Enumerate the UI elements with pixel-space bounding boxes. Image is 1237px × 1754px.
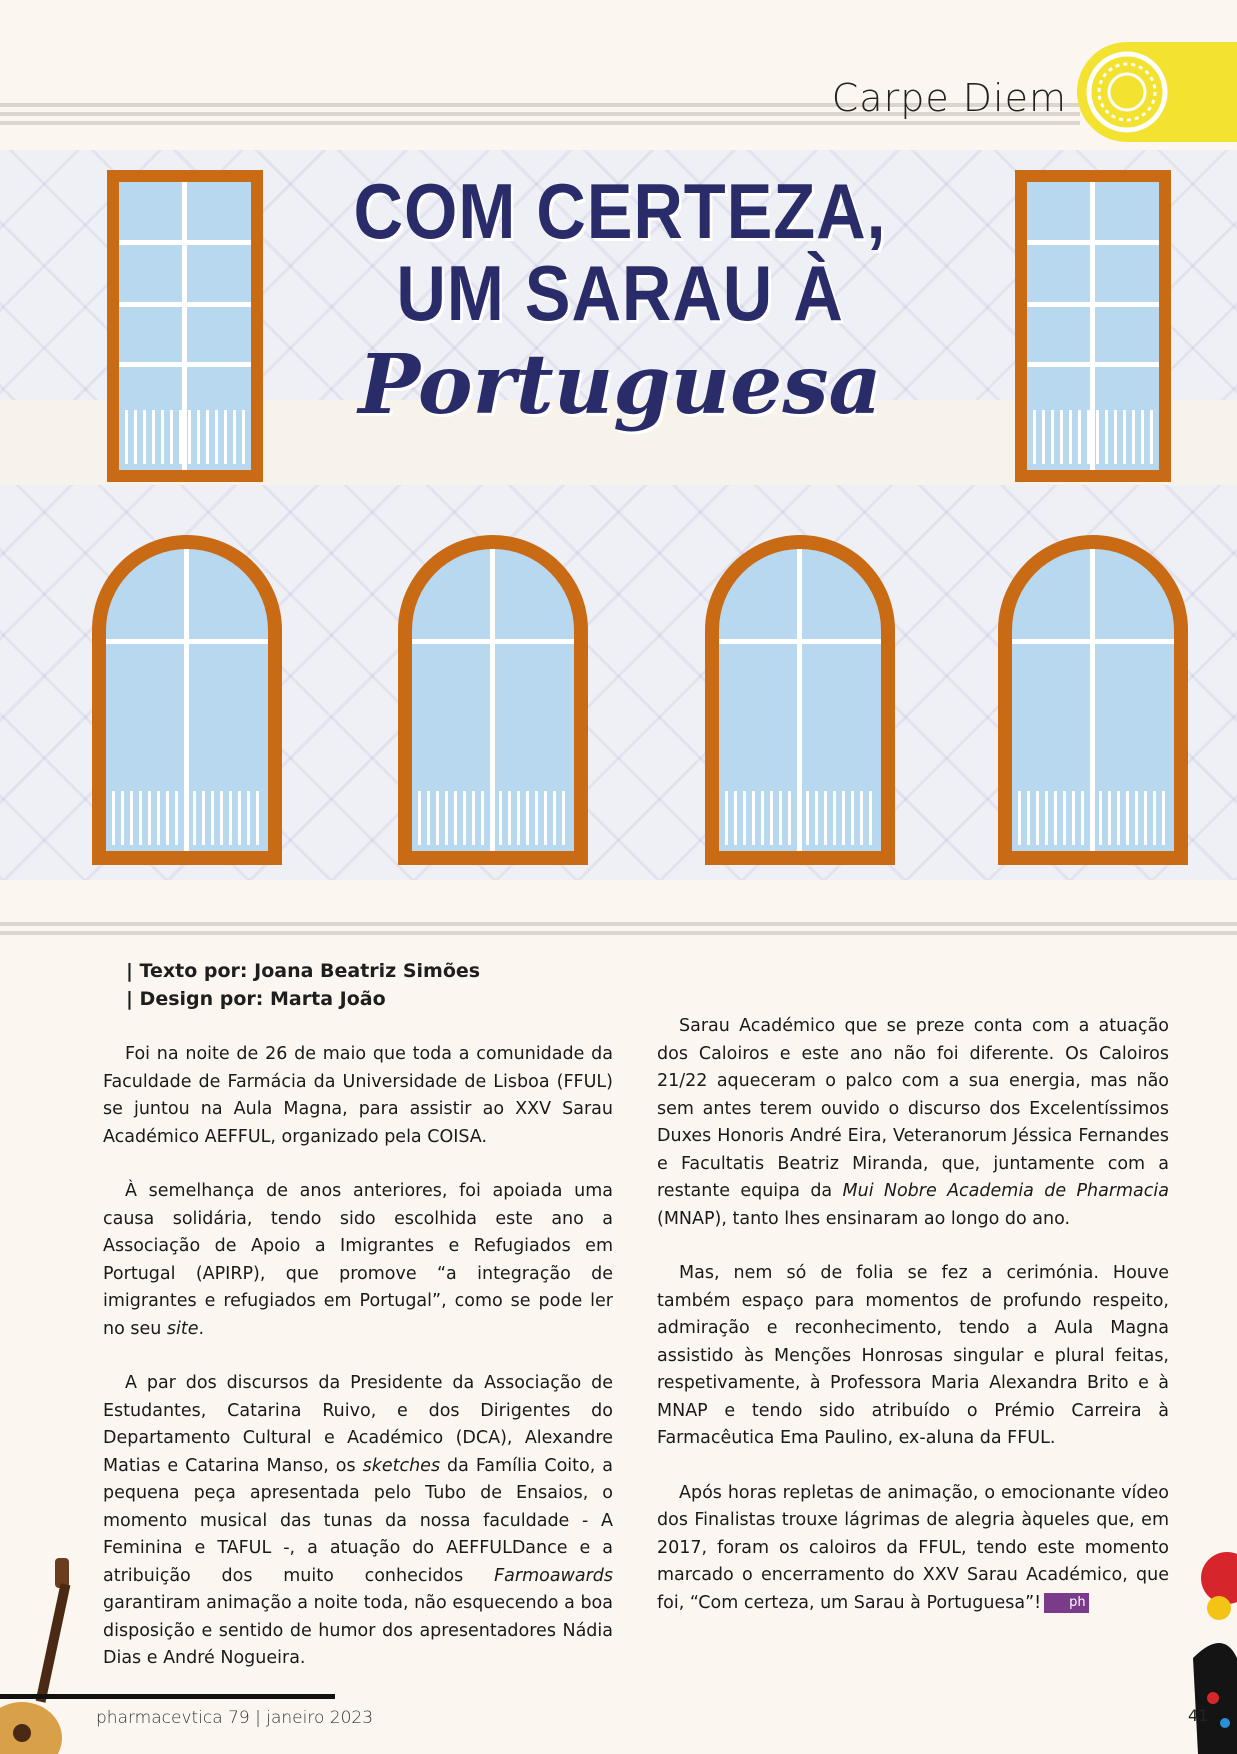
paragraph: Após horas repletas de animação, o emocionante vídeo dos Finalistas trouxe lágrimas de alegria àqueles que, em 2017, foram os caloiros da FFUL, tendo este momento marcado o encerramento do XXV Sarau Académico, que foi, “Com certeza, um Sarau à Portuguesa”! ph: [657, 1482, 1169, 1613]
paragraph: Foi na noite de 26 de maio que toda a comunidade da Faculdade de Farmácia da Universidade de Lisboa (FFUL) se juntou na Aula Magna, para assistir ao XXV Sarau Académico AEFFUL, organizado pela COISA.: [103, 1044, 613, 1147]
credits: [126, 957, 480, 1013]
paragraph: Mas, nem só de folia se fez a cerimónia. Houve também espaço para momentos de profundo respeito, admiração e reconhecimento, tendo a Aula Magna assistido às Menções Honrosas singular e plural feitas, respetivamente, à Professora Maria Alexandra Brito e à MNAP e tendo sido atribuído o Prémio Carreira à Farmacêutica Ema Paulino, ex-aluna da FFUL.: [657, 1263, 1169, 1448]
article-title: [300, 167, 940, 440]
arched-window-1: [92, 535, 282, 865]
portuguese-guitar-icon: [0, 1548, 90, 1754]
sun-icon: [1077, 42, 1177, 142]
article-column-right: [657, 1013, 1169, 1644]
title-line-3: Portuguesa: [358, 337, 882, 433]
hero-illustration: [0, 150, 1237, 880]
arched-window-3: [705, 535, 895, 865]
title-line-1: COM CERTEZA,: [353, 167, 887, 255]
title-line-2: UM SARAU À: [396, 249, 844, 337]
text-credit: | Texto por: Joana Beatriz Simões: [126, 960, 481, 982]
arched-window-4: [998, 535, 1188, 865]
paragraph: Sarau Académico que se preze conta com a atuação dos Caloiros e este ano não foi diferente. Os Caloiros 21/22 aqueceram o palco com a sua energia, mas não sem antes terem ouvido o discurso dos Excelentíssimos Duxes Honoris André Eira, Veteranorum Jéssica Fernandes e Facultatis Beatriz Miranda, que, juntamente com a restante equipa da Mui Nobre Academia de Pharmacia (MNAP), tanto lhes ensinaram ao longo do ano.: [657, 1016, 1169, 1229]
ph-end-logo: ph: [1044, 1593, 1089, 1613]
footer-rule: [0, 1694, 335, 1699]
header-stripe-3: [0, 121, 1080, 125]
article-column-left: [103, 1041, 613, 1700]
window-top-right: [1015, 170, 1171, 482]
section-title: Carpe Diem: [831, 76, 1067, 120]
divider-stripe-2: [0, 931, 1237, 935]
arched-window-2: [398, 535, 588, 865]
window-top-left: [107, 170, 263, 482]
page-number: 41: [1188, 1706, 1209, 1725]
design-credit: | Design por: Marta João: [126, 988, 386, 1010]
paragraph: À semelhança de anos anteriores, foi apoiada uma causa solidária, tendo sido escolhida este ano a Associação de Apoio a Imigrantes e Refugiados em Portugal (APIRP), que promove “a integração de imigrantes e refugiados em Portugal”, como se pode ler no seu site.: [103, 1181, 613, 1339]
section-badge: [1077, 42, 1237, 142]
footer-publication: pharmacevtica 79 | janeiro 2023: [96, 1708, 374, 1728]
paragraph: A par dos discursos da Presidente da Associação de Estudantes, Catarina Ruivo, e dos Dirigentes do Departamento Cultural e Académico (DCA), Alexandre Matias e Catarina Manso, os sketches da Família Coito, a pequena peça apresentada pelo Tubo de Ensaios, o momento musical das tunas da nossa faculdade - A Feminina e TAFUL -, a atuação do AEFFULDance e a atribuição dos muito conhecidos Farmoawards garantiram animação a noite toda, não esquecendo a boa disposição e sentido de humor dos apresentadores Nádia Dias e André Nogueira.: [103, 1373, 613, 1668]
divider-stripe-1: [0, 922, 1237, 926]
